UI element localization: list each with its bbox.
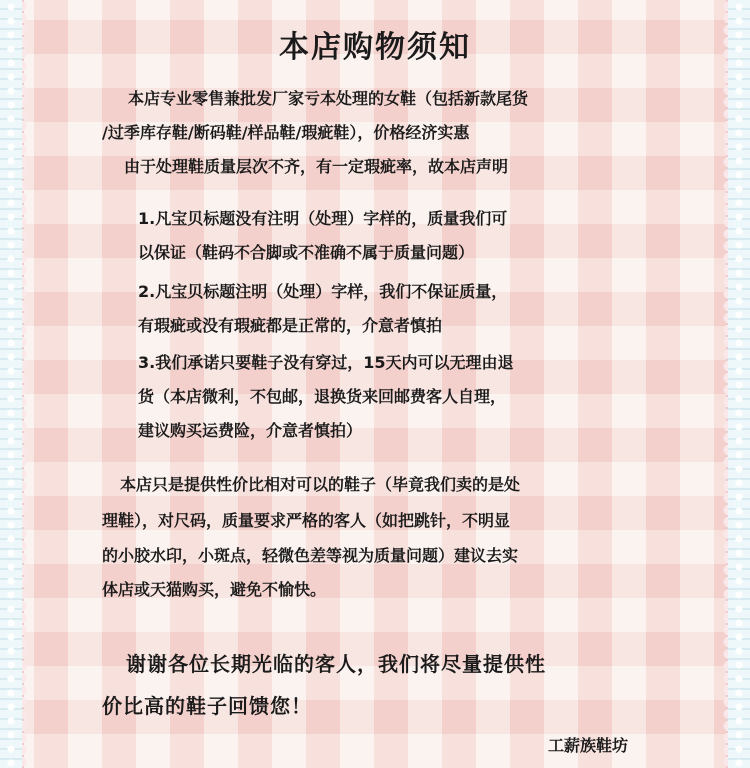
- rule-line-5: 3.我们承诺只要鞋子没有穿过，15天内可以无理由退: [138, 353, 514, 372]
- rule-line-6: 货（本店微利，不包邮，退换货来回邮费客人自理，: [138, 387, 507, 406]
- notice-line-4: 体店或天猫购买，避免不愉快。: [102, 580, 327, 599]
- right-lace-border: [726, 0, 750, 768]
- intro-line-1: 本店专业零售兼批发厂家亏本处理的女鞋（包括新款尾货: [128, 89, 529, 108]
- rule-line-3: 2.凡宝贝标题注明（处理）字样，我们不保证质量，: [138, 282, 508, 301]
- page-title: 本店购物须知: [279, 30, 471, 65]
- right-lace-scallop: [718, 0, 728, 768]
- notice-line-3: 的小胶水印，小斑点，轻微色差等视为质量问题）建议去实: [102, 546, 519, 565]
- left-lace-scallop: [22, 0, 32, 768]
- rule-line-1: 1.凡宝贝标题没有注明（处理）字样的，质量我们可: [138, 209, 508, 228]
- thanks-line-1: 谢谢各位长期光临的客人，我们将尽量提供性: [126, 652, 546, 676]
- thanks-line-2: 价比高的鞋子回馈您！: [102, 694, 312, 718]
- shop-signature: 工薪族鞋坊: [548, 736, 629, 755]
- intro-line-2: /过季库存鞋/断码鞋/样品鞋/瑕疵鞋），价格经济实惠: [102, 123, 470, 142]
- rule-line-4: 有瑕疵或没有瑕疵都是正常的，介意者慎拍: [138, 316, 443, 335]
- rule-line-7: 建议购买运费险，介意者慎拍）: [138, 421, 363, 440]
- notice-content: [40, 0, 710, 768]
- rule-line-2: 以保证（鞋码不合脚或不准确不属于质量问题）: [138, 243, 475, 262]
- left-lace-border: [0, 0, 24, 768]
- intro-line-3: 由于处理鞋质量层次不齐，有一定瑕疵率，故本店声明: [124, 157, 509, 176]
- notice-line-2: 理鞋），对尺码，质量要求严格的客人（如把跳针，不明显: [102, 511, 511, 530]
- notice-line-1: 本店只是提供性价比相对可以的鞋子（毕竟我们卖的是处: [120, 475, 521, 494]
